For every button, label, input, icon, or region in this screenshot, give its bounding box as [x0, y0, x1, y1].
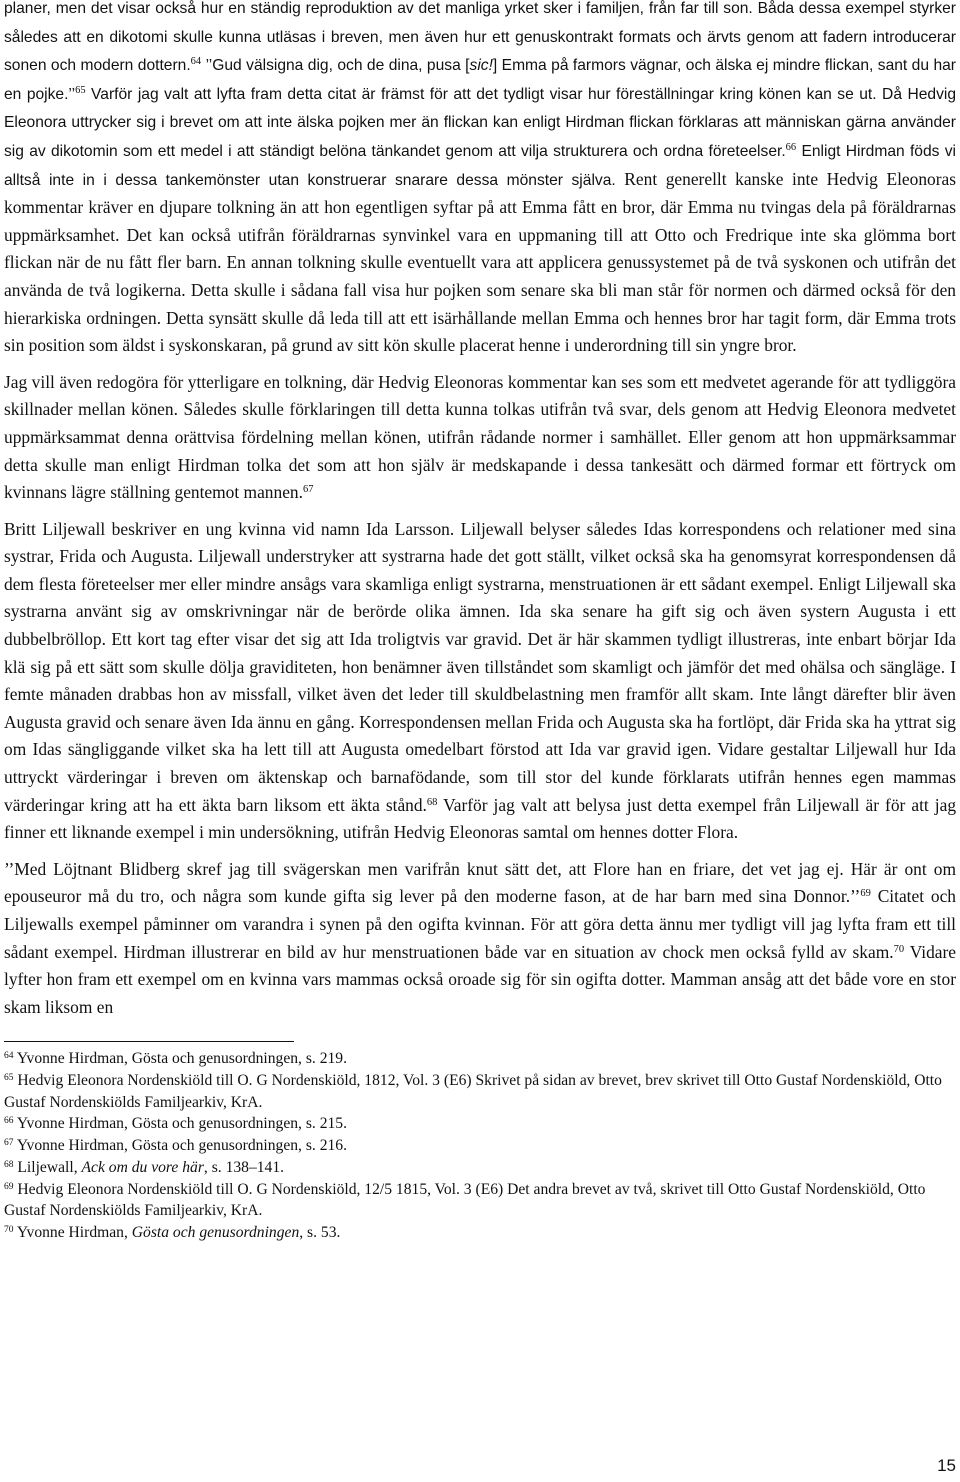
paragraph — [4, 516, 956, 847]
footnotes — [4, 1048, 956, 1243]
text-run: Britt Liljewall beskriver en ung kvinna vid namn Ida Larsson. Liljewall belyser således Idas korrespondens och relationer med sina systrar, Frida och Augusta. Liljewall understryker att systrarna hade det gott ställt, vilket också ska ha genomsyrat korrespondensen då dem flesta företeelser mer eller mindre ansågs vara skamliga enligt systrarna, menstruationen är ett sådant exempel. Enligt Liljewall ska systrarna använt sig av omskrivningar när de berörde olika ämnen. Ida ska senare ha gift sig och även systern Augusta i ett dubbelbröllop. Ett kort tag efter visar det sig att Ida troligtvis var gravid. Det är här skammen tydligt illustreras, inte enbart börjar Ida klä sig på ett sätt som skulle dölja graviditeten, hon benämner även tillståndet som skamligt och jämför det med ohälsa och sängläge. I femte månaden drabbas hon av missfall, vilket även det leder till skuldbelastning men framför allt skam. Inte långt därefter blir även Augusta gravid och senare även Ida ännu en gång. Korrespondensen mellan Frida och Augusta ska ha fortlöpt, där Frida ska ha yttrat sig om Idas sängliggande vilket ska ha lett till att Augusta omedelbart förstod att Ida var gravid igen. Vidare gestaltar Liljewall hur Ida uttryckt värderingar i breven om äktenskap och barnafödande, som till stor del kunde förklarats utifrån hennes egen mammas värderingar kring att ha ett äkta barn liksom ett äkta stånd. — [4, 518, 956, 815]
text-run: Jag vill även redogöra för ytterligare en tolkning, där Hedvig Eleonoras kommentar kan ses som ett medvetet agerande för att tydliggöra skillnader mellan könen. Således skulle förklaringen till detta kunna tolkas utifrån två svar, dels genom att Hedvig Eleonora medvetet uppmärksammat denna orättvisa fördelning mellan könen, utifrån rådande normer i samhället. Eller genom att hon uppmärksammar detta skulle man enligt Hirdman tolka det som att hon själv är medskapande i dessa tankesätt och därmed formar ett förtryck om kvinnans lägre ställning gentemot mannen. — [4, 371, 956, 503]
text-run: Varför jag valt att belysa just detta exempel från Liljewall är för att jag finner ett liknande exempel i min undersökning, utifrån Hedvig Eleonoras samtal om hennes dotter Flora. — [4, 794, 957, 843]
text-run: sic! — [469, 57, 493, 75]
text-run: , s. 138–141. — [203, 1158, 285, 1176]
text-run: Yvonne Hirdman, — [13, 1224, 132, 1241]
footnote — [4, 1157, 956, 1179]
text-run: Ack om du vore här — [81, 1158, 204, 1176]
footnote-ref: 65 — [75, 84, 86, 96]
text-run: Yvonne Hirdman, Gösta och genusordningen, s. 215. — [13, 1115, 348, 1133]
text-run: Varför jag valt att lyfta fram detta citat är främst för att det tydligt visar hur föreställningar kring könen kan se ut. — [85, 85, 877, 103]
text-run: ’’Gud välsigna dig, och de dina, pusa [ — [201, 57, 470, 75]
footnote-ref: 70 — [893, 943, 905, 955]
footnote-ref: 67 — [302, 484, 314, 496]
text-run: , s. 53. — [299, 1224, 341, 1241]
text-run: Rent generellt kanske inte Hedvig Eleonoras kommentar kräver en djupare tolkning än att hon egentligen syftar på att Emma fått en bror, där Emma nu tvingas dela på föräldrarnas uppmärksamhet. Det kan också utifrån föräldrarnas synvinkel vara en uppmaning till att Otto och Fredrique inte ska glömma bort flickan när de nu fått fler barn. En annan tolkning skulle eventuellt vara att applicera genussystemet på de två syskonen och utifrån det använda de två logikerna. Detta skulle i sådana fall visa hur pojken som senare ska bli man står för normen och därmed också för den hierarkiska ordningen. Detta synsätt skulle då leda till att ett isärhållande mellan Emma och hennes bror har tagit form, där Emma trots sin position som äldst i syskonskaran, på grund av sitt kön skulle placerat henne i underordning till sin yngre bror. — [4, 168, 956, 356]
text-run: ] Emma på farmors vägnar, och älska ej mindre flickan, sant du har en pojke.’’ — [4, 57, 956, 103]
footnote-ref: 68 — [4, 1159, 14, 1170]
paragraph — [4, 856, 956, 1022]
footnote — [4, 1070, 956, 1113]
footnote-ref: 69 — [4, 1181, 14, 1192]
page-number: 15 — [937, 1456, 956, 1475]
body-text — [4, 0, 956, 1021]
text-run: Liljewall, — [13, 1158, 82, 1176]
text-run: Vidare lyfter hon fram ett exempel om en kvinna vars mammas också oroade sig för sin ogifta dotter. Mamman ansåg att det både vore en stor skam liksom en — [4, 941, 957, 1017]
footnote-ref: 65 — [4, 1073, 14, 1084]
footnote-ref: 66 — [785, 141, 797, 153]
footnote — [4, 1222, 956, 1244]
text-run: Citatet och Liljewalls exempel påminner om varandra i synen på den ogifta kvinnan. För att göra detta ännu mer tydligt vill jag lyfta fram ett till sådant exempel. Hirdman illustrerar en bild av hur menstruationen både var en situation av chock men också fylld av skam. — [4, 886, 956, 962]
footnote-ref: 66 — [4, 1116, 14, 1127]
footnote — [4, 1135, 956, 1157]
text-run: Hedvig Eleonora Nordenskiöld till O. G Nordenskiöld, 1812, Vol. 3 (E6) Skrivet på sidan av brevet, brev skrivet till Otto Gustaf Nordenskiöld, Otto Gustaf Nordenskiölds Familjearkiv, KrA. — [4, 1072, 942, 1111]
footnote-ref: 64 — [4, 1051, 14, 1062]
text-run: Enligt Hirdman föds vi alltså inte in i dessa tankemönster utan konstruerar snarare dessa mönster själva. — [4, 142, 957, 189]
footnote-separator — [4, 1041, 294, 1042]
text-run: Då Hedvig Eleonora uttrycker sig i brevet om att inte älska pojken mer än flickan kan enligt Hirdman flickan förklaras att människan gärna använder sig av dikotomin som ett medel i att ständigt belöna tänkandet genom att vilja strukturera och ordna företeelser. — [4, 85, 957, 160]
footnote — [4, 1179, 956, 1222]
footnote-ref: 68 — [426, 796, 438, 808]
document-page — [4, 0, 956, 1244]
text-run: Yvonne Hirdman, Gösta och genusordningen, s. 216. — [13, 1137, 348, 1155]
text-run: Hedvig Eleonora Nordenskiöld till O. G Nordenskiöld, 12/5 1815, Vol. 3 (E6) Det andra brevet av två, skrivet till Otto Gustaf Nordenskiöld, Otto Gustaf Nordenskiölds Familjearkiv, KrA. — [4, 1180, 926, 1220]
text-run: Gösta och genusordningen — [131, 1224, 300, 1241]
text-run: ’’Med Löjtnant Blidberg skref jag till svägerskan men varifrån knut sätt det, att Flore han en friare, det vet jag ej. Här är ont om epouseuror må du tro, och några som kunde gifta sig lever på den moderne fason, at de har barn med sina Donnor.’’ — [4, 858, 956, 907]
footnote-ref: 70 — [4, 1225, 14, 1235]
footnote-ref: 67 — [4, 1138, 14, 1149]
text-run: planer, men det visar också hur en ständig reproduktion av det manliga yrket sker i familjen, från far till son. Båda dessa exempel styrker således att en dikotomi skulle kunna utläsas i breven, men även hur ett genuskontrakt formats och ärvts genom att fadern introducerar sonen och modern dottern. — [4, 0, 956, 75]
footnote-ref: 64 — [190, 56, 202, 68]
footnote — [4, 1113, 956, 1135]
paragraph — [4, 0, 956, 360]
text-run: Yvonne Hirdman, Gösta och genusordningen, s. 219. — [13, 1050, 348, 1068]
footnote — [4, 1048, 956, 1070]
footnote-ref: 69 — [860, 888, 871, 900]
paragraph — [4, 369, 956, 507]
